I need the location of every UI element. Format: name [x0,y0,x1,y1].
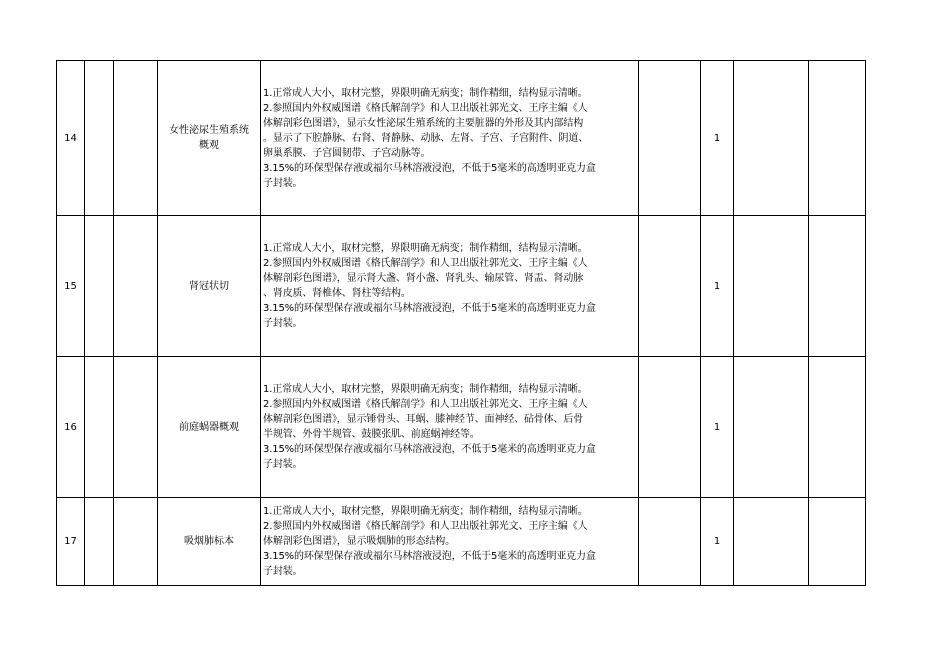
empty-cell [809,61,866,216]
desc-line: 子封装。 [263,566,303,577]
desc-line: 1.正常成人大小，取材完整，界限明确无病变；制作精细，结构显示清晰。 [263,384,588,395]
row-index: 17 [57,498,85,586]
empty-cell [734,61,809,216]
desc-line: 3.15%的环保型保存液或福尔马林溶液浸泡，不低于5毫米的高透明亚克力盒 [263,162,596,174]
table-row [57,357,866,498]
quantity: 1 [701,216,734,357]
desc-line: 1.正常成人大小，取材完整，界限明确无病变；制作精细，结构显示清晰。 [263,506,588,517]
item-name [158,498,261,586]
item-name-line: 吸烟肺标本 [184,536,234,547]
desc-line: 子封装。 [263,318,303,329]
table-row [57,61,866,216]
empty-cell [639,498,701,586]
desc-line: 体解剖彩色图谱》，显示女性泌尿生殖系统的主要脏器的外形及其内部结构 [263,117,584,129]
desc-line: 。显示了下腔静脉、右肾、肾静脉、动脉、左肾、子宫、子宫附件、阴道、 [263,132,589,144]
desc-line: 1.正常成人大小，取材完整，界限明确无病变；制作精细，结构显示清晰。 [263,87,588,99]
desc-line: 子封装。 [263,459,303,470]
empty-cell [114,498,158,586]
item-name-line: 概观 [199,140,219,151]
desc-line: 半规管、外骨半规管、鼓膜张肌、前庭蜗神经等。 [263,429,480,440]
item-description [261,498,639,586]
desc-line: 2.参照国内外权威图谱《格氏解剖学》和人卫出版社郭光文、王序主编《人 [263,258,588,269]
item-name-line: 女性泌尿生殖系统 [169,125,249,136]
empty-cell [85,357,114,498]
desc-line: 1.正常成人大小，取材完整，界限明确无病变；制作精细，结构显示清晰。 [263,243,588,254]
empty-cell [639,357,701,498]
item-name [158,61,261,216]
quantity: 1 [701,498,734,586]
row-index: 15 [57,216,85,357]
empty-cell [114,61,158,216]
spec-table [56,60,866,586]
desc-line: 3.15%的环保型保存液或福尔马林溶液浸泡，不低于5毫米的高透明亚克力盒 [263,551,596,562]
desc-line: 3.15%的环保型保存液或福尔马林溶液浸泡，不低于5毫米的高透明亚克力盒 [263,303,596,314]
empty-cell [809,498,866,586]
desc-line: 体解剖彩色图谱》，显示锤骨头、耳蜗、膝神经节、面神经、砧骨体、后骨 [263,414,584,425]
item-name [158,357,261,498]
desc-line: 2.参照国内外权威图谱《格氏解剖学》和人卫出版社郭光文、王序主编《人 [263,521,588,532]
desc-line: 2.参照国内外权威图谱《格氏解剖学》和人卫出版社郭光文、王序主编《人 [263,102,588,114]
desc-line: 体解剖彩色图谱》，显示肾大盏、肾小盏、肾乳头、输尿管、肾盂、肾动脉 [263,273,584,284]
item-description [261,357,639,498]
empty-cell [734,498,809,586]
empty-cell [734,216,809,357]
empty-cell [114,357,158,498]
desc-line: 2.参照国内外权威图谱《格氏解剖学》和人卫出版社郭光文、王序主编《人 [263,399,588,410]
quantity: 1 [701,357,734,498]
empty-cell [639,61,701,216]
empty-cell [85,61,114,216]
table-row [57,498,866,586]
item-description [261,216,639,357]
empty-cell [809,357,866,498]
desc-line: 卵巢系膜、子宫圆韧带、子宫动脉等。 [263,147,431,159]
empty-cell [734,357,809,498]
empty-cell [85,498,114,586]
empty-cell [85,216,114,357]
empty-cell [639,216,701,357]
item-description [261,61,639,216]
empty-cell [114,216,158,357]
item-name [158,216,261,357]
desc-line: 子封装。 [263,177,303,189]
quantity: 1 [701,61,734,216]
item-name-line: 前庭蜗器概观 [179,421,239,433]
row-index: 16 [57,357,85,498]
item-name-line: 肾冠状切 [189,280,229,292]
empty-cell [809,216,866,357]
table-row [57,216,866,357]
row-index: 14 [57,61,85,216]
desc-line: 3.15%的环保型保存液或福尔马林溶液浸泡，不低于5毫米的高透明亚克力盒 [263,444,596,455]
desc-line: 体解剖彩色图谱》，显示吸烟肺的形态结构。 [263,536,455,547]
desc-line: 、肾皮质、肾椎体、肾柱等结构。 [263,288,411,299]
